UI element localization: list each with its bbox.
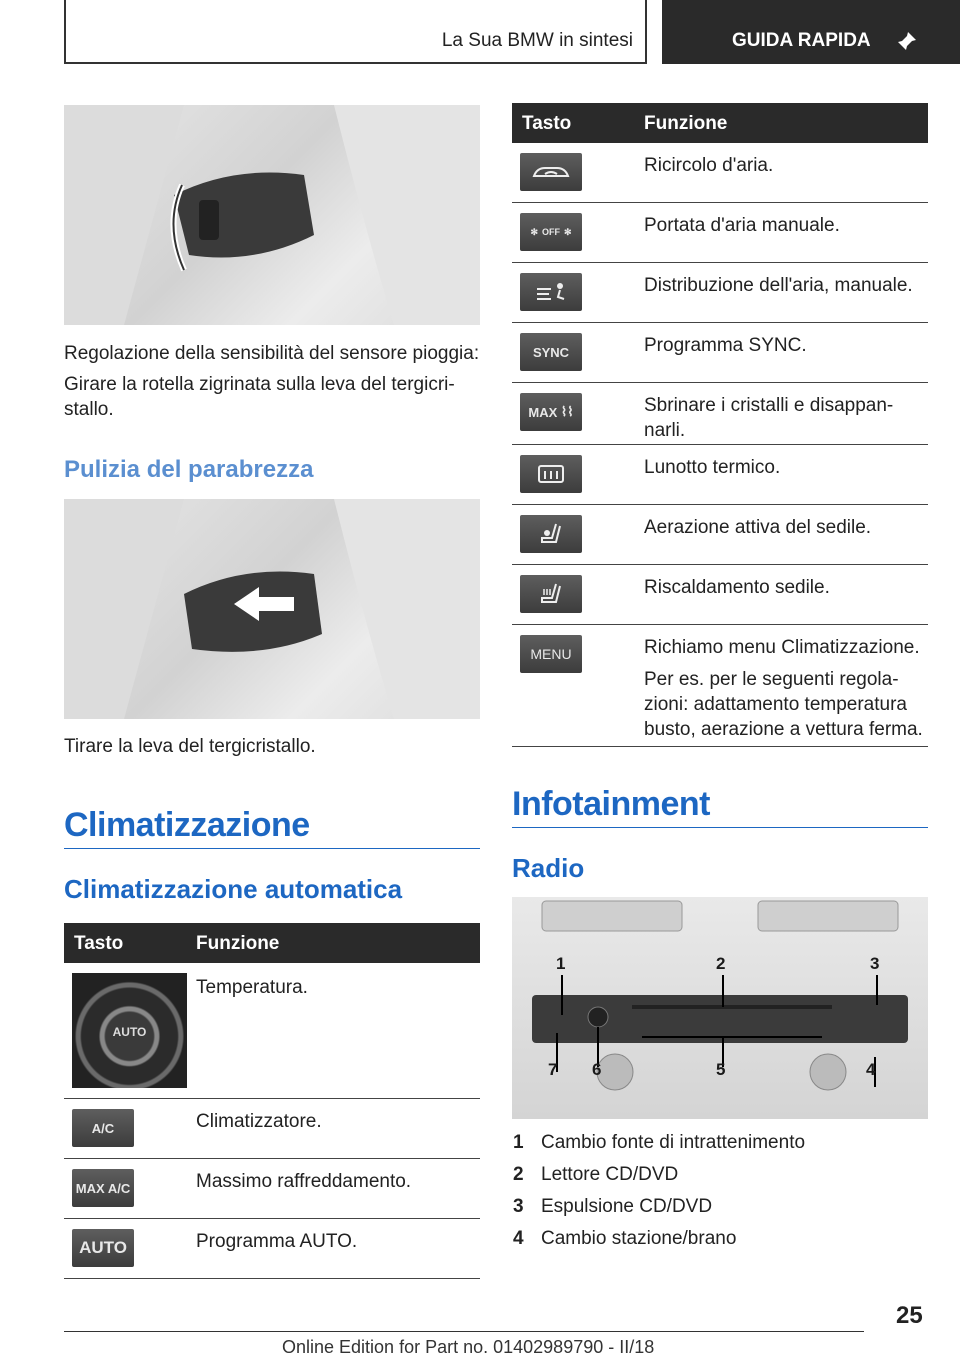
- row-function: Temperatura.: [196, 977, 308, 998]
- table-header: [512, 103, 928, 143]
- rain-sensor-photo: [64, 105, 480, 325]
- callout-6: 6: [592, 1060, 602, 1079]
- callout-1: 1: [556, 954, 566, 973]
- caption-windshield: Tirare la leva del tergicristallo.: [64, 736, 316, 757]
- table-row: [512, 323, 928, 383]
- col-key: Tasto: [74, 933, 124, 954]
- list-item: 4 Cambio stazione/brano: [513, 1228, 737, 1249]
- table-header: [64, 923, 480, 963]
- table-row: [512, 445, 928, 505]
- footer-edition: Online Edition for Part no. 01402989790 - II/18: [282, 1337, 655, 1357]
- table-row: [64, 1099, 480, 1159]
- defrost-max-icon: MAX ⌇⌇: [520, 393, 582, 431]
- table-row: [512, 203, 928, 263]
- pin-icon: [896, 30, 918, 52]
- temperature-knob-icon: AUTO: [72, 973, 187, 1088]
- page-number: 25: [896, 1302, 923, 1329]
- seat-heating-icon: [520, 575, 582, 613]
- table-row: [512, 143, 928, 203]
- col-key: Tasto: [522, 113, 572, 134]
- callout-5: 5: [716, 1060, 726, 1079]
- heading-radio: Radio: [512, 853, 585, 883]
- radio-panel-illustration: [512, 897, 928, 1119]
- climate-table: [64, 923, 480, 1279]
- ac-button-icon: A/C: [72, 1109, 134, 1147]
- rear-defrost-icon: [520, 455, 582, 493]
- heading-infotainment: Infotainment: [512, 785, 710, 823]
- heading-rule: [512, 827, 928, 828]
- table-row: [512, 625, 928, 747]
- header-chapter-title: GUIDA RAPIDA: [732, 30, 871, 51]
- list-item: 3 Espulsione CD/DVD: [513, 1196, 713, 1217]
- callout-2: 2: [716, 954, 726, 973]
- seat-ventilation-icon: [520, 515, 582, 553]
- row-function: Ricircolo d'aria.: [644, 155, 774, 176]
- table-row: [512, 263, 928, 323]
- recirculation-icon: [520, 153, 582, 191]
- row-function: Programma SYNC.: [644, 335, 807, 356]
- climate-table-continued: [512, 103, 928, 747]
- row-function: Programma AUTO.: [196, 1231, 358, 1252]
- row-function: Massimo raffreddamento.: [196, 1171, 412, 1192]
- heading-auto-climate: Climatizzazione automatica: [64, 874, 403, 904]
- row-function: Distribuzione dell'aria, manuale.: [644, 275, 913, 296]
- callout-7: 7: [548, 1060, 558, 1079]
- row-function: Riscaldamento sedile.: [644, 577, 830, 598]
- header-section-tab: [64, 0, 647, 64]
- heading-rule: [64, 848, 480, 849]
- row-function-detail: Per es. per le seguenti regola-zioni: adattamento temperatura busto, aerazione a vettura ferma.: [644, 669, 923, 740]
- row-function: Portata d'aria manuale.: [644, 215, 840, 236]
- callout-4: 4: [866, 1060, 876, 1079]
- table-row: [64, 1159, 480, 1219]
- list-item: 2 Lettore CD/DVD: [513, 1164, 679, 1185]
- row-function: Lunotto termico.: [644, 457, 781, 478]
- row-function: Sbrinare i cristalli e disappan-narli.: [644, 395, 894, 441]
- row-function: Climatizzatore.: [196, 1111, 322, 1132]
- col-function: Funzione: [644, 113, 728, 134]
- col-function: Funzione: [196, 933, 280, 954]
- caption-rain-sensor: Regolazione della sensibilità del sensore pioggia:: [64, 343, 480, 364]
- menu-button-icon: MENU: [520, 635, 582, 673]
- subhead-windshield-cleaning: Pulizia del parabrezza: [64, 456, 314, 483]
- list-item: 1 Cambio fonte di intrattenimento: [513, 1132, 806, 1153]
- table-row: [512, 505, 928, 565]
- sync-button-icon: SYNC: [520, 333, 582, 371]
- radio-panel-photo: [512, 897, 928, 1119]
- table-row: [512, 565, 928, 625]
- wiper-pull-illustration: [64, 499, 480, 719]
- header-section-title: La Sua BMW in sintesi: [441, 30, 633, 51]
- windshield-cleaning-photo: [64, 499, 480, 719]
- header-chapter-tab: [662, 0, 960, 64]
- table-row: [64, 1219, 480, 1279]
- table-row: [512, 383, 928, 445]
- footer-rule: [64, 1331, 864, 1332]
- row-function: Richiamo menu Climatizzazione.: [644, 637, 920, 658]
- row-function: Aerazione attiva del sedile.: [644, 517, 872, 538]
- paragraph-rain-sensor: Girare la rotella zigrinata sulla leva del tergicri-stallo.: [64, 374, 455, 420]
- table-row: [64, 963, 480, 1099]
- wiper-stalk-illustration: [64, 105, 480, 325]
- max-ac-button-icon: MAX A/C: [72, 1169, 134, 1207]
- heading-climate: Climatizzazione: [64, 806, 310, 844]
- callout-3: 3: [870, 954, 880, 973]
- fan-icon: ✻ OFF ✻: [520, 213, 582, 251]
- auto-button-icon: AUTO: [72, 1229, 134, 1267]
- air-distribution-icon: [520, 273, 582, 311]
